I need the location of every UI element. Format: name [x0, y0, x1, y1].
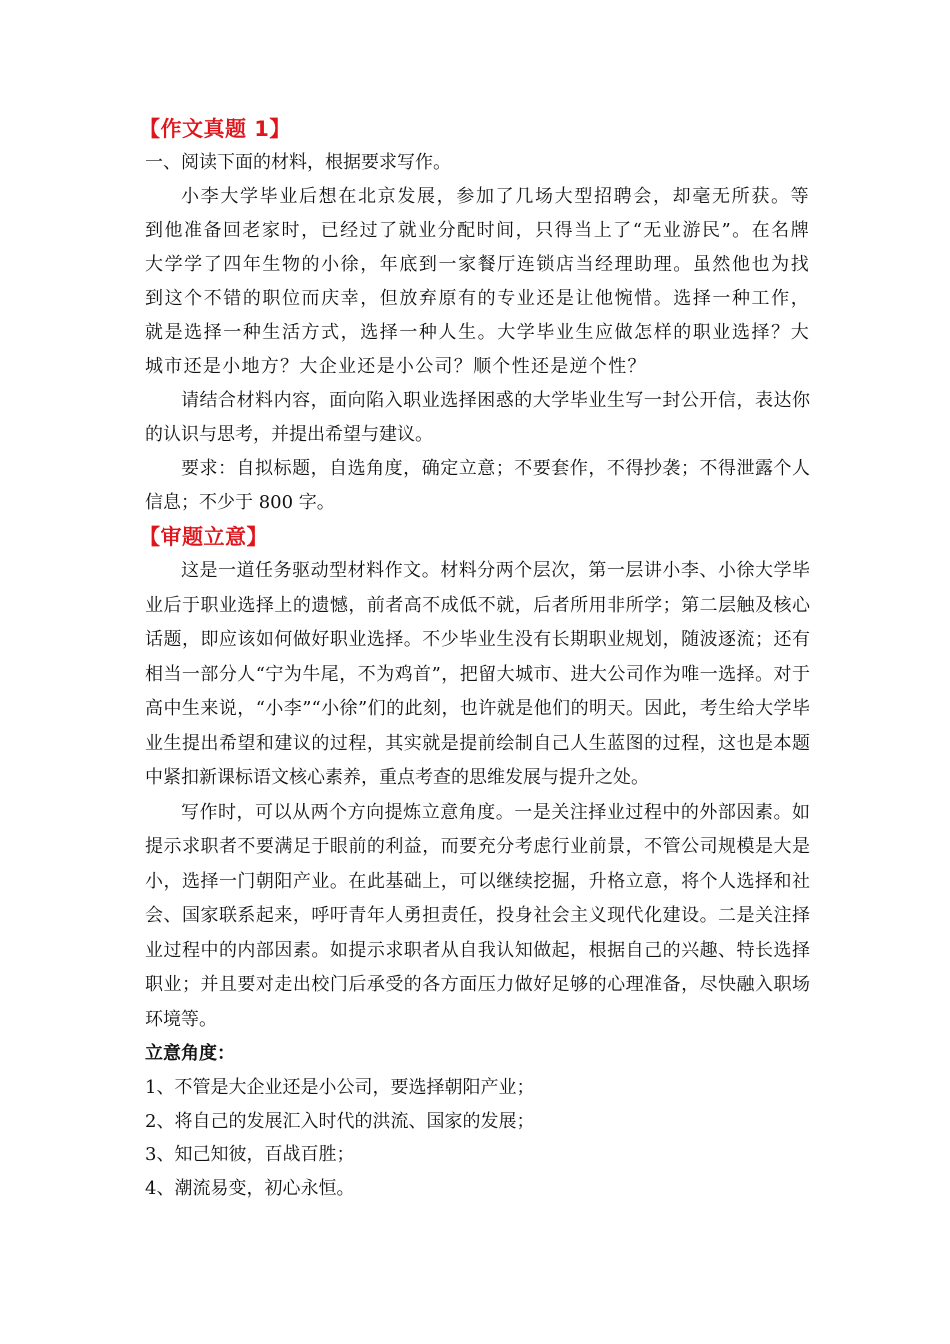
requirement-paragraph: 要求：自拟标题，自选角度，确定立意；不要套作，不得抄袭；不得泄露个人信息；不少于 800 字。: [145, 458, 810, 513]
analysis-title: 【审题立意】: [139, 525, 268, 549]
angles-title: 立意角度：: [145, 1043, 235, 1064]
essay-question-title: 【作文真题 1】: [139, 117, 291, 141]
material-paragraph-2: 请结合材料内容，面向陷入职业选择困惑的大学毕业生写一封公开信，表达你的认识与思考，并提出希望与建议。: [145, 390, 810, 445]
analysis-paragraph-2: 写作时，可以从两个方向提炼立意角度。一是关注择业过程中的外部因素。如提示求职者不要满足于眼前的利益，而要充分考虑行业前景，不管公司规模是大是小，选择一门朝阳产业。在此基础上，可以继续挖掘，升格立意，将个人选择和社会、国家联系起来，呼吁青年人勇担责任，投身社会主义现代化建设。二是关注择业过程中的内部因素。如提示求职者从自我认知做起，根据自己的兴趣、特长选择职业；并且要对走出校门后承受的各方面压力做好足够的心理准备，尽快融入职场环境等。: [145, 801, 810, 1030]
angle-item-3: 3、知己知彼，百战百胜；: [145, 1144, 355, 1165]
document-page: [139, 112, 810, 1205]
material-paragraph-1: 小李大学毕业后想在北京发展，参加了几场大型招聘会，却毫无所获。等到他准备回老家时，已经过了就业分配时间，只得当上了“无业游民”。在名牌大学学了四年生物的小徐，年底到一家餐厅连锁店当经理助理。虽然他也为找到这个不错的职位而庆幸，但放弃原有的专业还是让他惋惜。选择一种工作，就是选择一种生活方式，选择一种人生。大学毕业生应做怎样的职业选择？大城市还是小地方？大企业还是小公司？顺个性还是逆个性？: [145, 186, 810, 377]
angle-item-4: 4、潮流易变，初心永恒。: [145, 1177, 355, 1199]
angle-item-1: 1、不管是大企业还是小公司，要选择朝阳产业；: [145, 1077, 535, 1098]
instruction-line: 一、阅读下面的材料，根据要求写作。: [145, 152, 451, 173]
analysis-paragraph-1: 这是一道任务驱动型材料作文。材料分两个层次，第一层讲小李、小徐大学毕业后于职业选择上的遗憾，前者高不成低不就，后者所用非所学；第二层触及核心话题，即应该如何做好职业选择。不少毕业生没有长期职业规划，随波逐流；还有相当一部分人“宁为牛尾，不为鸡首”，把留大城市、进大公司作为唯一选择。对于高中生来说，“小李”“小徐”们的此刻，也许就是他们的明天。因此，考生给大学毕业生提出希望和建议的过程，其实就是提前绘制自己人生蓝图的过程，这也是本题中紧扣新课标语文核心素养，重点考查的思维发展与提升之处。: [145, 560, 810, 788]
angle-item-2: 2、将自己的发展汇入时代的洪流、国家的发展；: [145, 1110, 535, 1132]
